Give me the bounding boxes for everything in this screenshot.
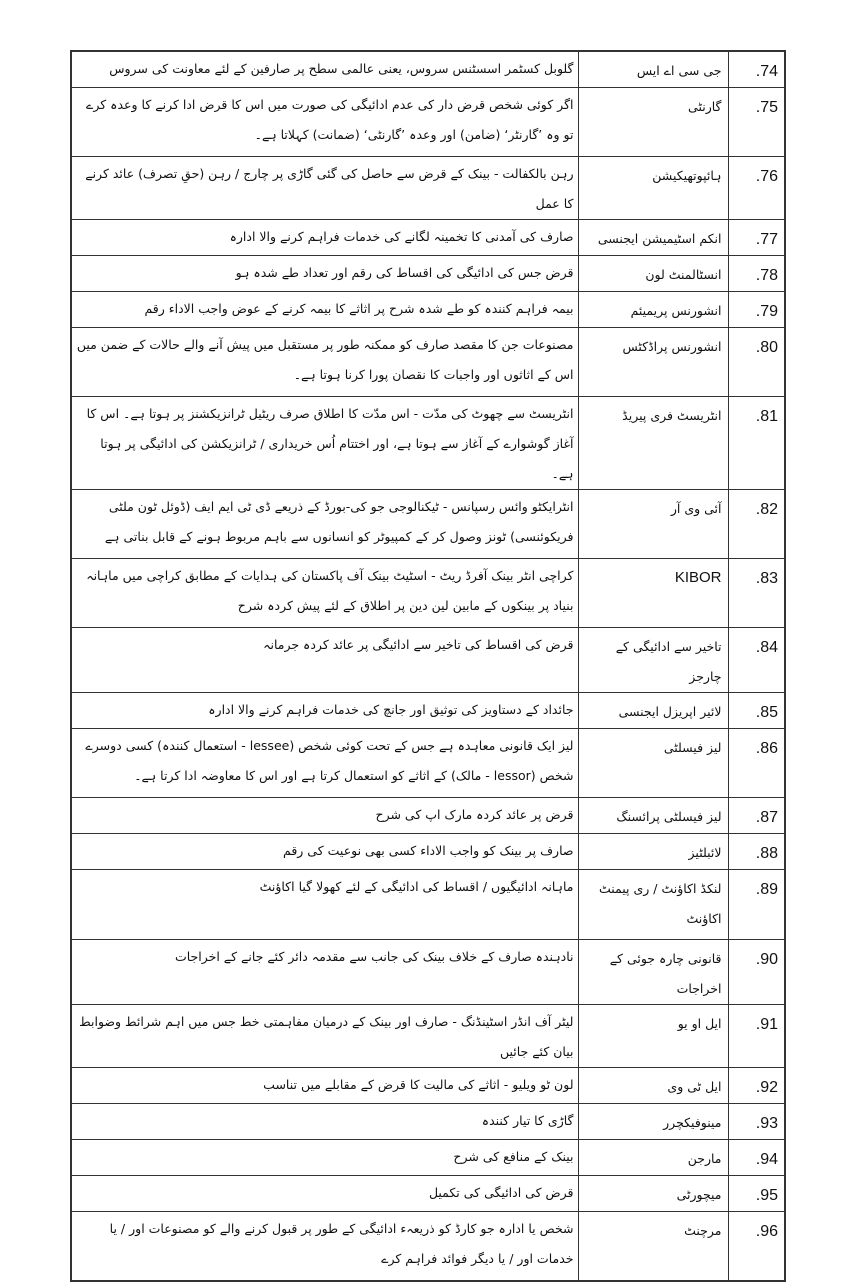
row-number: .95 [755,1187,778,1204]
term-cell [578,292,728,328]
row-number: .86 [755,740,778,757]
definition-text: نادہندہ صارف کے خلاف بینک کی جانب سے مقدمہ دائر کئے جانے کے اخراجات [174,949,574,964]
number-cell [728,88,785,157]
definition-cell [71,729,578,798]
definition-text: قرض پر عائد کردہ مارک اپ کی شرح [375,807,574,822]
term-cell [578,490,728,559]
term-text: انکم اسٹیمیشن ایجنسی [597,231,722,246]
number-cell [728,798,785,834]
row-number: .79 [755,303,778,320]
number-cell [728,693,785,729]
row-number: .91 [755,1016,778,1033]
definition-cell [71,559,578,628]
term-cell [578,256,728,292]
definition-text: گاڑی کا تیار کنندہ [481,1113,574,1128]
term-cell [578,870,728,940]
glossary-row [71,693,785,729]
row-number: .77 [755,231,778,248]
term-cell [578,628,728,693]
term-text: لیز فیسلٹی پرائسنگ [616,809,722,824]
row-number: .83 [755,570,778,587]
row-number: .88 [755,845,778,862]
definition-text: بینک کے منافع کی شرح [453,1149,574,1164]
definition-cell [71,1140,578,1176]
term-cell [578,397,728,490]
number-cell [728,628,785,693]
number-cell [728,1212,785,1281]
glossary-row [71,397,785,490]
row-number: .78 [755,267,778,284]
term-cell [578,693,728,729]
row-number: .75 [755,99,778,116]
glossary-row [71,51,785,88]
definition-text: لیز ایک قانونی معاہدہ ہے جس کے تحت کوئی شخص (lessee - استعمال کنندہ) کسی دوسرے شخص (lessor - مالک) کے اثاثے کو استعمال کرتا ہے اور اس کا معاوضہ ادا کرتا ہے۔ [85,738,574,783]
definition-text: انٹرایکٹو وائس رسپانس - ٹیکنالوجی جو کی-بورڈ کے ذریعے ڈی ٹی ایم ایف (ڈوئل ٹون ملٹی فریکوئنسی) ٹونز وصول کر کے کمپیوٹر کو انسانوں سے باہم مربوط ہونے کے قابل بناتی ہے [104,499,574,544]
glossary-row [71,328,785,397]
definition-cell [71,693,578,729]
term-text: انٹریسٹ فری پیریڈ [622,408,722,423]
glossary-row [71,220,785,256]
glossary-row [71,870,785,940]
term-text: تاخیر سے ادائیگی کے چارجز [615,639,722,684]
glossary-row [71,834,785,870]
number-cell [728,256,785,292]
definition-text: انٹریسٹ سے چھوٹ کی مدّت - اس مدّت کا اطلاق صرف ریٹیل ٹرانزیکشنز پر ہوتا ہے۔ اس کا آغاز گوشوارے کے آغاز سے ہوتا ہے، اور اختتام اُس خریداری / ٹرانزیکشن کی ادائیگی پر ہوتا ہے۔ [86,406,574,481]
glossary-row [71,559,785,628]
row-number: .87 [755,809,778,826]
term-cell [578,940,728,1005]
number-cell [728,1140,785,1176]
definition-text: لیٹر آف انڈر اسٹینڈنگ - صارف اور بینک کے درمیان مفاہمتی خط جس میں اہم شرائط وضوابط بیان کئے جائیں [79,1014,574,1059]
row-number: .76 [755,168,778,185]
row-number: .96 [755,1223,778,1240]
row-number: .89 [755,881,778,898]
term-text: قانونی چارہ جوئی کے اخراجات [609,951,722,996]
term-text: انشورنس پریمیئم [630,303,722,318]
glossary-row [71,256,785,292]
definition-cell [71,940,578,1005]
number-cell [728,1104,785,1140]
term-text: آئی وی آر [670,501,722,516]
glossary-row [71,940,785,1005]
number-cell [728,51,785,88]
glossary-row [71,798,785,834]
row-number: .82 [755,501,778,518]
definition-cell [71,1005,578,1068]
term-cell [578,51,728,88]
term-cell [578,1068,728,1104]
row-number: .81 [755,408,778,425]
definition-text: قرض کی اقساط کی تاخیر سے ادائیگی پر عائد کردہ جرمانہ [263,637,574,652]
glossary-row [71,292,785,328]
definition-text: اگر کوئی شخص قرض دار کی عدم ادائیگی کی صورت میں اس کا قرض ادا کرنے کا وعدہ کرے تو وہ ’گارنٹر‘ (ضامن) اور وعدہ ’گارنٹی‘ (ضمانت) کہلاتا ہے۔ [86,97,574,142]
term-text: لائیر اپریزل ایجنسی [618,704,722,719]
glossary-row [71,1005,785,1068]
definition-text: صارف پر بینک کو واجب الاداء کسی بھی نوعیت کی رقم [283,843,574,858]
definition-cell [71,256,578,292]
term-text: انشورنس پراڈکٹس [622,339,722,354]
glossary-row [71,1140,785,1176]
term-cell [578,1212,728,1281]
row-number: .94 [755,1151,778,1168]
term-cell [578,729,728,798]
number-cell [728,559,785,628]
definition-cell [71,1176,578,1212]
row-number: .93 [755,1115,778,1132]
definition-cell [71,88,578,157]
number-cell [728,328,785,397]
term-text: انسٹالمنٹ لون [645,267,722,282]
definition-cell [71,157,578,220]
number-cell [728,729,785,798]
glossary-row [71,729,785,798]
term-text: لائبلٹیز [688,845,722,860]
definition-text: قرض جس کی ادائیگی کی اقساط کی رقم اور تعداد طے شدہ ہو [235,265,574,280]
number-cell [728,940,785,1005]
term-text: گارنٹی [688,99,722,114]
definition-text: قرض کی ادائیگی کی تکمیل [428,1185,574,1200]
number-cell [728,490,785,559]
definition-text: ماہانہ ادائیگیوں / اقساط کی ادائیگی کے لئے کھولا گیا اکاؤنٹ [259,879,574,894]
term-cell [578,1140,728,1176]
glossary-row [71,1176,785,1212]
definition-text: لون ٹو ویلیو - اثاثے کی مالیت کا قرض کے مقابلے میں تناسب [263,1077,574,1092]
term-text: مرچنٹ [684,1223,722,1238]
definition-cell [71,51,578,88]
definition-cell [71,834,578,870]
number-cell [728,834,785,870]
term-cell [578,88,728,157]
definition-cell [71,1212,578,1281]
glossary-row [71,88,785,157]
definition-cell [71,490,578,559]
term-text: ہائپوتھیکیشن [652,168,722,183]
term-cell [578,220,728,256]
definition-text: شخص یا ادارہ جو کارڈ کو ذریعہء ادائیگی کے طور پر قبول کرنے والے کو مصنوعات اور / یا خدمات اور / یا دیگر فوائد فراہم کرے [109,1221,574,1266]
glossary-row [71,490,785,559]
number-cell [728,292,785,328]
number-cell [728,220,785,256]
row-number: .85 [755,704,778,721]
glossary-row [71,157,785,220]
glossary-table-body [71,51,785,1281]
definition-cell [71,292,578,328]
term-text: ایل او یو [677,1016,722,1031]
definition-cell [71,328,578,397]
number-cell [728,157,785,220]
term-text: لنکڈ اکاؤنٹ / ری پیمنٹ اکاؤنٹ [598,881,722,926]
term-cell [578,1005,728,1068]
definition-text: صارف کی آمدنی کا تخمینہ لگانے کی خدمات فراہم کرنے والا ادارہ [229,229,574,244]
definition-text: مصنوعات جن کا مقصد صارف کو ممکنہ طور پر مستقبل میں پیش آنے والے حالات کے ضمن میں اس کے اثاثوں اور واجبات کا نقصان پورا کرنا ہوتا ہے۔ [76,337,574,382]
term-cell [578,559,728,628]
definition-cell [71,1068,578,1104]
definition-cell [71,1104,578,1140]
definition-text: جائداد کے دستاویز کی توثیق اور جانچ کی خدمات فراہم کرنے والا ادارہ [208,702,574,717]
term-text: KIBOR [674,569,722,586]
term-cell [578,798,728,834]
term-cell [578,157,728,220]
number-cell [728,1176,785,1212]
number-cell [728,1068,785,1104]
definition-cell [71,220,578,256]
term-text: لیز فیسلٹی [663,740,722,755]
glossary-row [71,1104,785,1140]
term-text: ایل ٹی وی [667,1079,722,1094]
definition-cell [71,397,578,490]
row-number: .84 [755,639,778,656]
row-number: .74 [755,63,778,80]
number-cell [728,870,785,940]
definition-cell [71,870,578,940]
glossary-row [71,1068,785,1104]
row-number: .80 [755,339,778,356]
term-cell [578,834,728,870]
number-cell [728,1005,785,1068]
glossary-row [71,628,785,693]
definition-text: کراچی انٹر بینک آفرڈ ریٹ - اسٹیٹ بینک آف پاکستان کی ہدایات کے مطابق کراچی میں ماہانہ بنیاد پر بینکوں کے مابین لین دین پر اطلاق کے لئے پیش کردہ شرح [86,568,574,613]
number-cell [728,397,785,490]
definition-text: گلوبل کسٹمر اسسٹنس سروس، یعنی عالمی سطح پر صارفین کے لئے معاونت کی سروس [109,61,574,76]
definition-cell [71,628,578,693]
definition-text: رہن بالکفالت - بینک کے قرض سے حاصل کی گئی گاڑی پر چارج / رہن (حقِ تصرف) عائد کرنے کا عمل [85,166,574,211]
term-cell [578,1176,728,1212]
row-number: .92 [755,1079,778,1096]
definition-text: بیمہ فراہم کنندہ کو طے شدہ شرح پر اثاثے کا بیمہ کرنے کے عوض واجب الاداء رقم [144,301,574,316]
definition-cell [71,798,578,834]
term-text: مارجن [687,1151,722,1166]
term-text: مینوفیکچرر [663,1115,722,1130]
glossary-table [70,50,786,1282]
term-text: میچورٹی [676,1187,722,1202]
glossary-row [71,1212,785,1281]
row-number: .90 [755,951,778,968]
term-cell [578,1104,728,1140]
term-text: جی سی اے ایس [636,63,722,78]
term-cell [578,328,728,397]
